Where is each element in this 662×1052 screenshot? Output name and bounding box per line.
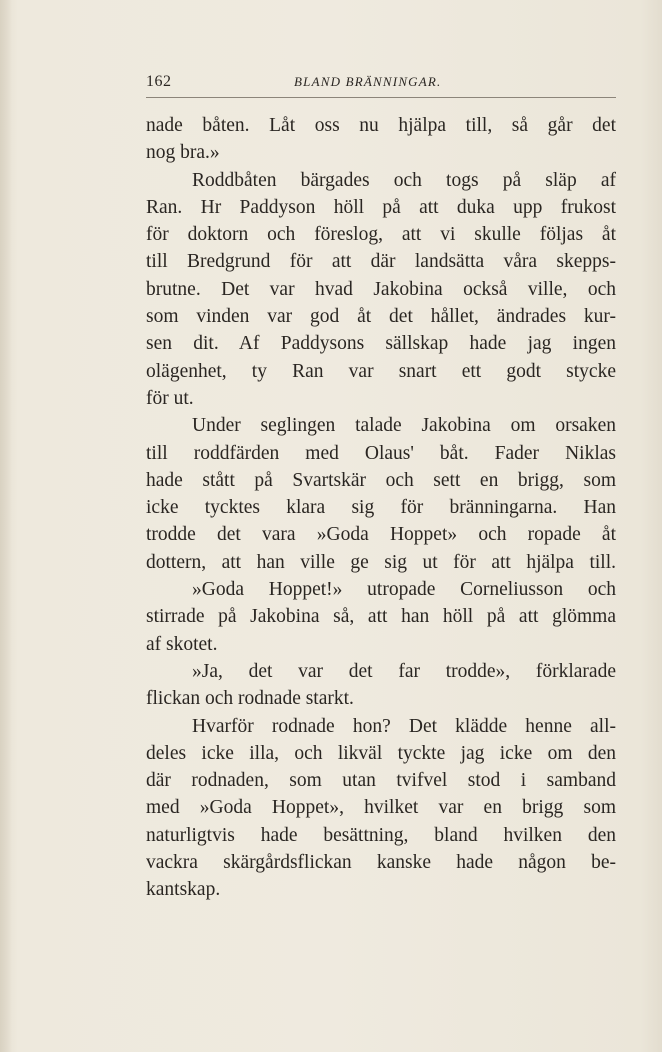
text-line: »Ja, det var det far trodde», förklarade (192, 660, 616, 682)
header-rule (146, 97, 616, 98)
text-line: deles icke illa, och likväl tyckte jag icke om den (146, 742, 616, 764)
page-header (146, 73, 616, 99)
text-line: Roddbåten bärgades och togs på släp af (192, 169, 616, 191)
text-line: med »Goda Hoppet», hvilket var en brigg som (146, 797, 616, 819)
text-line: af skotet. (146, 633, 218, 655)
body-text (146, 112, 616, 904)
text-line: kantskap. (146, 879, 221, 901)
running-title: BLAND BRÄNNINGAR. (294, 74, 442, 89)
text-line: till roddfärden med Olaus' båt. Fader Niklas (146, 442, 616, 464)
text-line: där rodnaden, som utan tvifvel stod i samband (146, 770, 616, 792)
text-line: som vinden var god åt det hållet, ändrades kur- (146, 306, 616, 328)
text-line: Ran. Hr Paddyson höll på att duka upp frukost (146, 196, 616, 218)
text-line: »Goda Hoppet!» utropade Corneliusson och (192, 579, 616, 601)
text-line: flickan och rodnade starkt. (146, 688, 354, 710)
text-line: dottern, att han ville ge sig ut för att hjälpa till. (146, 551, 616, 573)
text-line: hade stått på Svartskär och sett en brigg, som (146, 469, 616, 491)
text-line: för doktorn och föreslog, att vi skulle följas åt (146, 224, 616, 246)
text-line: olägenhet, ty Ran var snart ett godt stycke (146, 360, 616, 382)
text-line: icke tycktes klara sig för bränningarna. Han (146, 497, 616, 519)
text-line: vackra skärgårdsflickan kanske hade någon be- (146, 852, 616, 874)
text-line: för ut. (146, 387, 194, 409)
text-line: Under seglingen talade Jakobina om orsaken (192, 415, 616, 437)
text-line: trodde det vara »Goda Hoppet» och ropade åt (146, 524, 616, 546)
text-line: nade båten. Låt oss nu hjälpa till, så går det (146, 115, 616, 136)
text-line: sen dit. Af Paddysons sällskap hade jag ingen (146, 333, 616, 355)
text-line: naturligtvis hade besättning, bland hvilken den (146, 824, 616, 846)
page-gutter-shadow (0, 0, 12, 1052)
text-line: stirrade på Jakobina så, att han höll på att glömma (146, 606, 616, 628)
text-line: nog bra.» (146, 142, 220, 164)
text-line: till Bredgrund för att där landsätta våra skepps- (146, 251, 616, 273)
text-line: Hvarför rodnade hon? Det klädde henne all- (192, 715, 616, 737)
text-line: brutne. Det var hvad Jakobina också ville, och (146, 278, 616, 300)
page-number: 162 (146, 73, 172, 90)
